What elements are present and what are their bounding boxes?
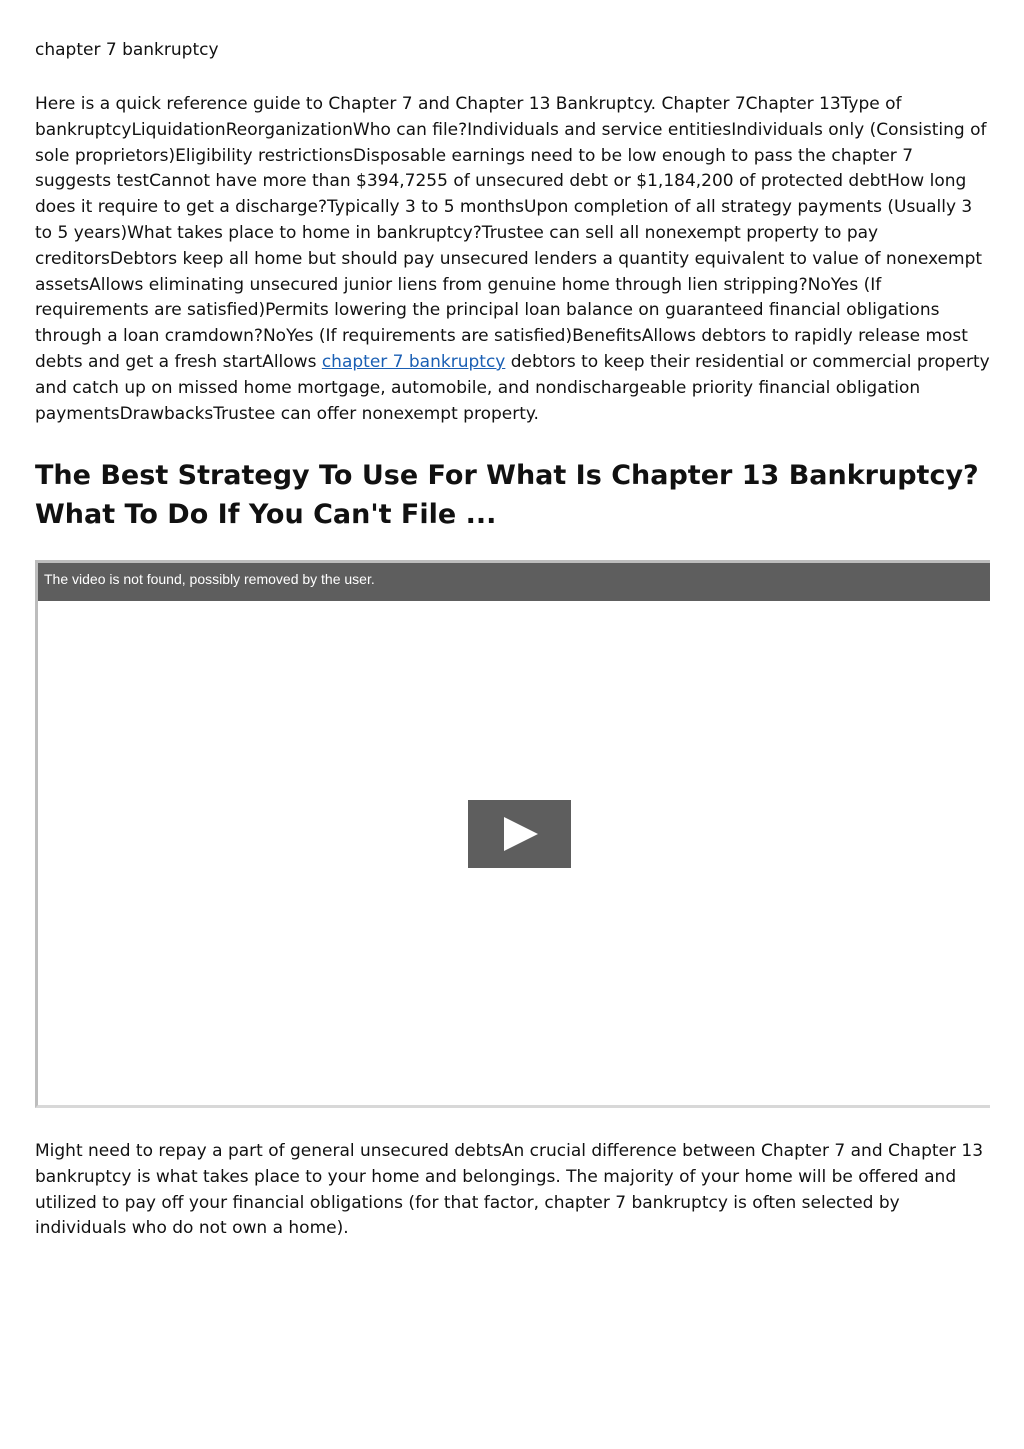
intro-paragraph xyxy=(35,92,990,427)
play-icon xyxy=(468,800,571,868)
video-error-message: The video is not found, possibly removed by the user. xyxy=(44,571,375,587)
chapter-7-bankruptcy-link[interactable]: chapter 7 bankruptcy xyxy=(321,351,506,372)
video-embed[interactable] xyxy=(35,560,990,1108)
intro-text-before-link: Here is a quick reference guide to Chapter 7 and Chapter 13 Bankruptcy. Chapter 7Chapter 13Type of bankruptcyLiquidationReorganizationWho can file?Individuals and service entitiesIndividuals only (Consisting of sole proprietors)Eligibility restrictionsDisposable earnings need to be low enough to pass the chapter 7 suggests testCannot have more than $394,7255 of unsecured debt or $1,184,200 of protected debtHow long does it require to get a discharge?Typically 3 to 5 monthsUpon completion of all strategy payments (Usually 3 to 5 years)What takes place to home in bankruptcy?Trustee can sell all nonexempt property to pay creditorsDebtors keep all home but should pay unsecured lenders a quantity equivalent to value of nonexempt assetsAllows eliminating unsecured junior liens from genuine home through lien stripping?NoYes (If requirements are satisfied)Permits lowering the principal loan balance on guaranteed financial obligations through a loan cramdown?NoYes (If requirements are satisfied)BenefitsAllows debtors to rapidly release most debts and get a fresh startAllows xyxy=(35,94,987,372)
video-title-bar xyxy=(38,563,990,601)
play-button[interactable] xyxy=(468,800,571,868)
intro-text-after-link: debtors to keep their residential or commercial property and catch up on missed home mortgage, automobile, and nondischargeable priority financial obligation paymentsDrawbacksTrustee can offer nonexempt property. xyxy=(35,351,990,424)
section-heading: The Best Strategy To Use For What Is Chapter 13 Bankruptcy? What To Do If You Can't File ... xyxy=(35,460,979,530)
outro-paragraph: Might need to repay a part of general unsecured debtsAn crucial difference between Chapter 7 and Chapter 13 bankruptcy is what takes place to your home and belongings. The majority of your home will be offered and utilized to pay off your financial obligations (for that factor, chapter 7 bankruptcy is often selected by individuals who do not own a home). xyxy=(35,1141,984,1239)
site-title: chapter 7 bankruptcy xyxy=(35,40,219,60)
